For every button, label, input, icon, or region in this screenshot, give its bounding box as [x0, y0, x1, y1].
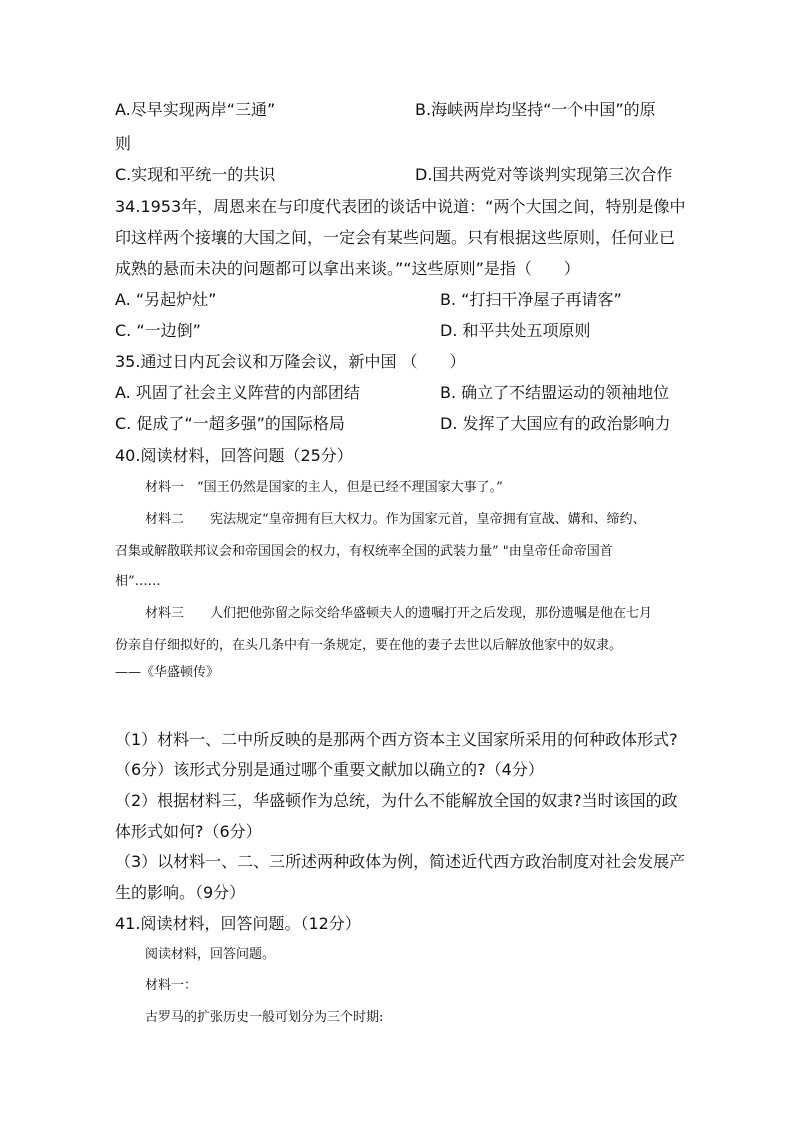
q35-stem: 35.通过日内瓦会议和万隆会议，新中国 （ ） [115, 352, 466, 371]
q35-option-d: D. 发挥了大国应有的政治影响力 [440, 414, 671, 433]
q33-option-b-continued: 则 [115, 134, 132, 153]
q33-option-b: B.海峡两岸均坚持“一个中国”的原 [415, 100, 656, 119]
q40-material-3-line-2: 份亲自仔细拟好的，在头几条中有一条规定，要在他的妻子去世以后解放他家中的奴隶。 [115, 638, 623, 653]
q40-sub-1-line-2: （6分）该形式分别是通过哪个重要文献加以确立的?（4分） [115, 760, 544, 779]
q41-material-1-text: 古罗马的扩张历史一般可划分为三个时期: [145, 1010, 384, 1025]
q33-option-a: A.尽早实现两岸“三通” [115, 100, 276, 119]
q34-option-b: B. “打扫干净屋子再请客” [440, 290, 622, 309]
q35-option-b: B. 确立了不结盟运动的领袖地位 [440, 383, 670, 402]
q35-option-c: C. 促成了“一超多强”的国际格局 [115, 414, 345, 433]
q40-material-1: 材料一 “国王仍然是国家的主人，但是已经不理国家大事了。” [145, 480, 503, 495]
q34-option-c: C. “一边倒” [115, 321, 201, 340]
q34-stem-line-2: 印这样两个接壤的大国之间，一定会有某些问题。只有根据这些原则，任何业已 [115, 228, 676, 247]
q41-instruction: 阅读材料，回答问题。 [145, 947, 276, 962]
q40-sub-3-line-2: 生的影响。（9分） [115, 883, 246, 902]
q40-sub-1-line-1: （1）材料一、二中所反映的是那两个西方资本主义国家所采用的何种政体形式? [115, 730, 678, 749]
q40-stem: 40.阅读材料，回答问题（25分） [115, 446, 353, 465]
q34-option-d: D. 和平共处五项原则 [440, 321, 591, 340]
q40-sub-2-line-2: 体形式如何?（6分） [115, 822, 262, 841]
q40-material-3-line-1: 材料三 人们把他弥留之际交给华盛顿夫人的遗嘱打开之后发现，那份遗嘱是他在七月 [145, 606, 653, 621]
q33-option-c: C.实现和平统一的共识 [115, 165, 276, 184]
q35-option-a: A. 巩固了社会主义阵营的内部团结 [115, 383, 360, 402]
q34-stem-line-1: 34.1953年，周恩来在与印度代表团的谈话中说道：“两个大国之间，特别是像中 [115, 197, 686, 216]
q40-material-3-source: ——《华盛顿传》 [115, 665, 220, 680]
q41-material-1-label: 材料一： [145, 978, 198, 993]
q33-option-d: D.国共两党对等谈判实现第三次合作 [415, 165, 673, 184]
q40-material-2-line-1: 材料二 宪法规定“皇帝拥有巨大权力。作为国家元首，皇帝拥有宣战、媾和、缔约、 [145, 512, 646, 527]
q41-stem: 41.阅读材料，回答问题。（12分） [115, 914, 361, 933]
q34-stem-line-3: 成熟的悬而未决的问题都可以拿出来谈。”“这些原则”是指（ ） [115, 259, 580, 278]
q34-option-a: A. “另起炉灶” [115, 290, 217, 309]
q40-sub-2-line-1: （2）根据材料三，华盛顿作为总统，为什么不能解放全国的奴隶?当时该国的政 [115, 791, 678, 810]
q40-sub-3-line-1: （3）以材料一、二、三所述两种政体为例，简述近代西方政治制度对社会发展产 [115, 852, 686, 871]
q40-material-2-line-2: 召集或解散联邦议会和帝国国会的权力，有权统率全国的武装力量” "由皇帝任命帝国首 [115, 544, 613, 559]
q40-material-2-line-3: 相”…… [115, 574, 161, 589]
